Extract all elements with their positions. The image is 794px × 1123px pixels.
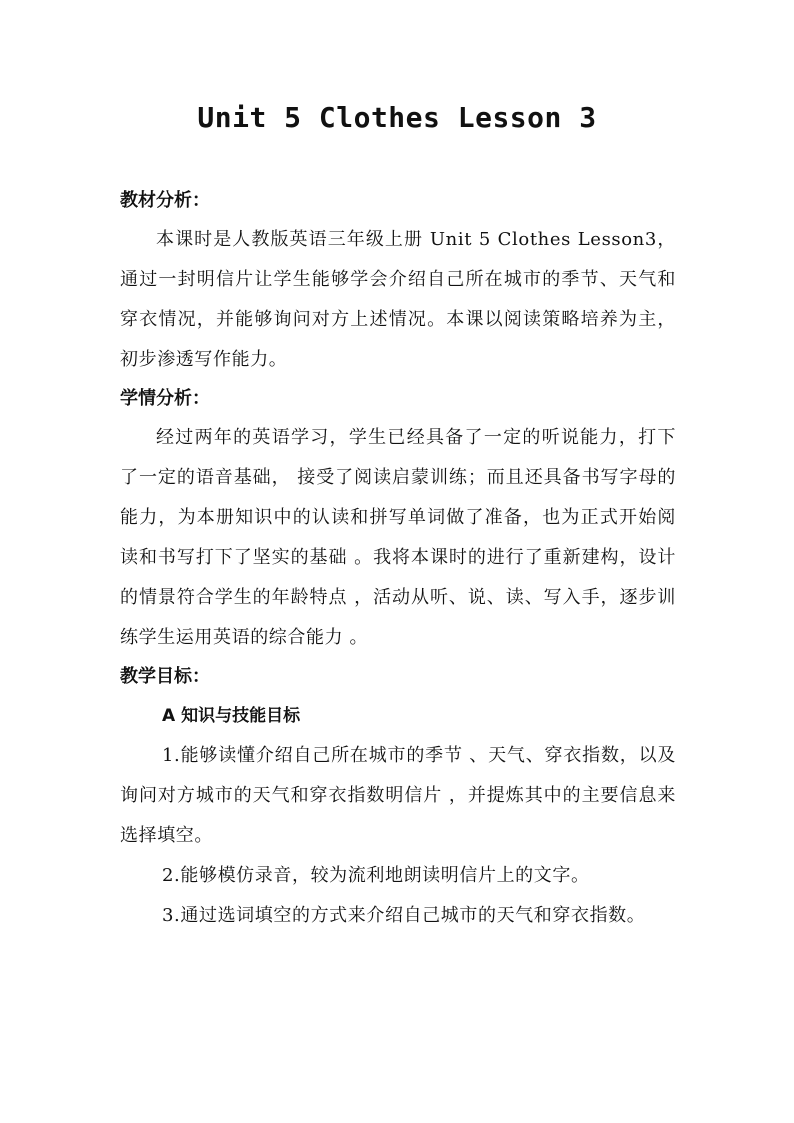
section-student-analysis: [120, 380, 676, 658]
objective-item: 3.通过选词填空的方式来介绍自己城市的天气和穿衣指数。: [162, 905, 646, 926]
document-body: [120, 182, 676, 936]
section-heading: 教学目标：: [120, 666, 210, 687]
section-heading: 学情分析：: [120, 388, 210, 409]
objective-subheading: A 知识与技能目标: [162, 706, 301, 726]
paragraph: 经过两年的英语学习，学生已经具备了一定的听说能力，打下了一定的语音基础， 接受了阅读启蒙训练；而且还具备书写字母的能力，为本册知识中的认读和拼写单词做了准备，也为正式开始阅读和书写打下了坚实的基础 。我将本课时的进行了重新建构，设计的情景符合学生的年龄特点 ，活动从听、说、读、写入手，逐步训练学生运用英语的综合能力 。: [120, 427, 676, 648]
section-teaching-objectives: [120, 658, 676, 936]
objective-item: 1.能够读懂介绍自己所在城市的季节 、天气、穿衣指数，以及询问对方城市的天气和穿衣指数明信片 ，并提炼其中的主要信息来选择填空。: [120, 745, 676, 846]
paragraph: 本课时是人教版英语三年级上册 Unit 5 Clothes Lesson3，通过一封明信片让学生能够学会介绍自己所在城市的季节、天气和穿衣情况，并能够询问对方上述情况。本课以阅读策略培养为主，初步渗透写作能力。: [120, 229, 676, 370]
section-heading: 教材分析：: [120, 190, 210, 211]
document-title: Unit 5 Clothes Lesson 3: [197, 101, 597, 134]
objective-item: 2.能够模仿录音，较为流利地朗读明信片上的文字。: [162, 865, 590, 886]
section-textbook-analysis: [120, 182, 676, 380]
